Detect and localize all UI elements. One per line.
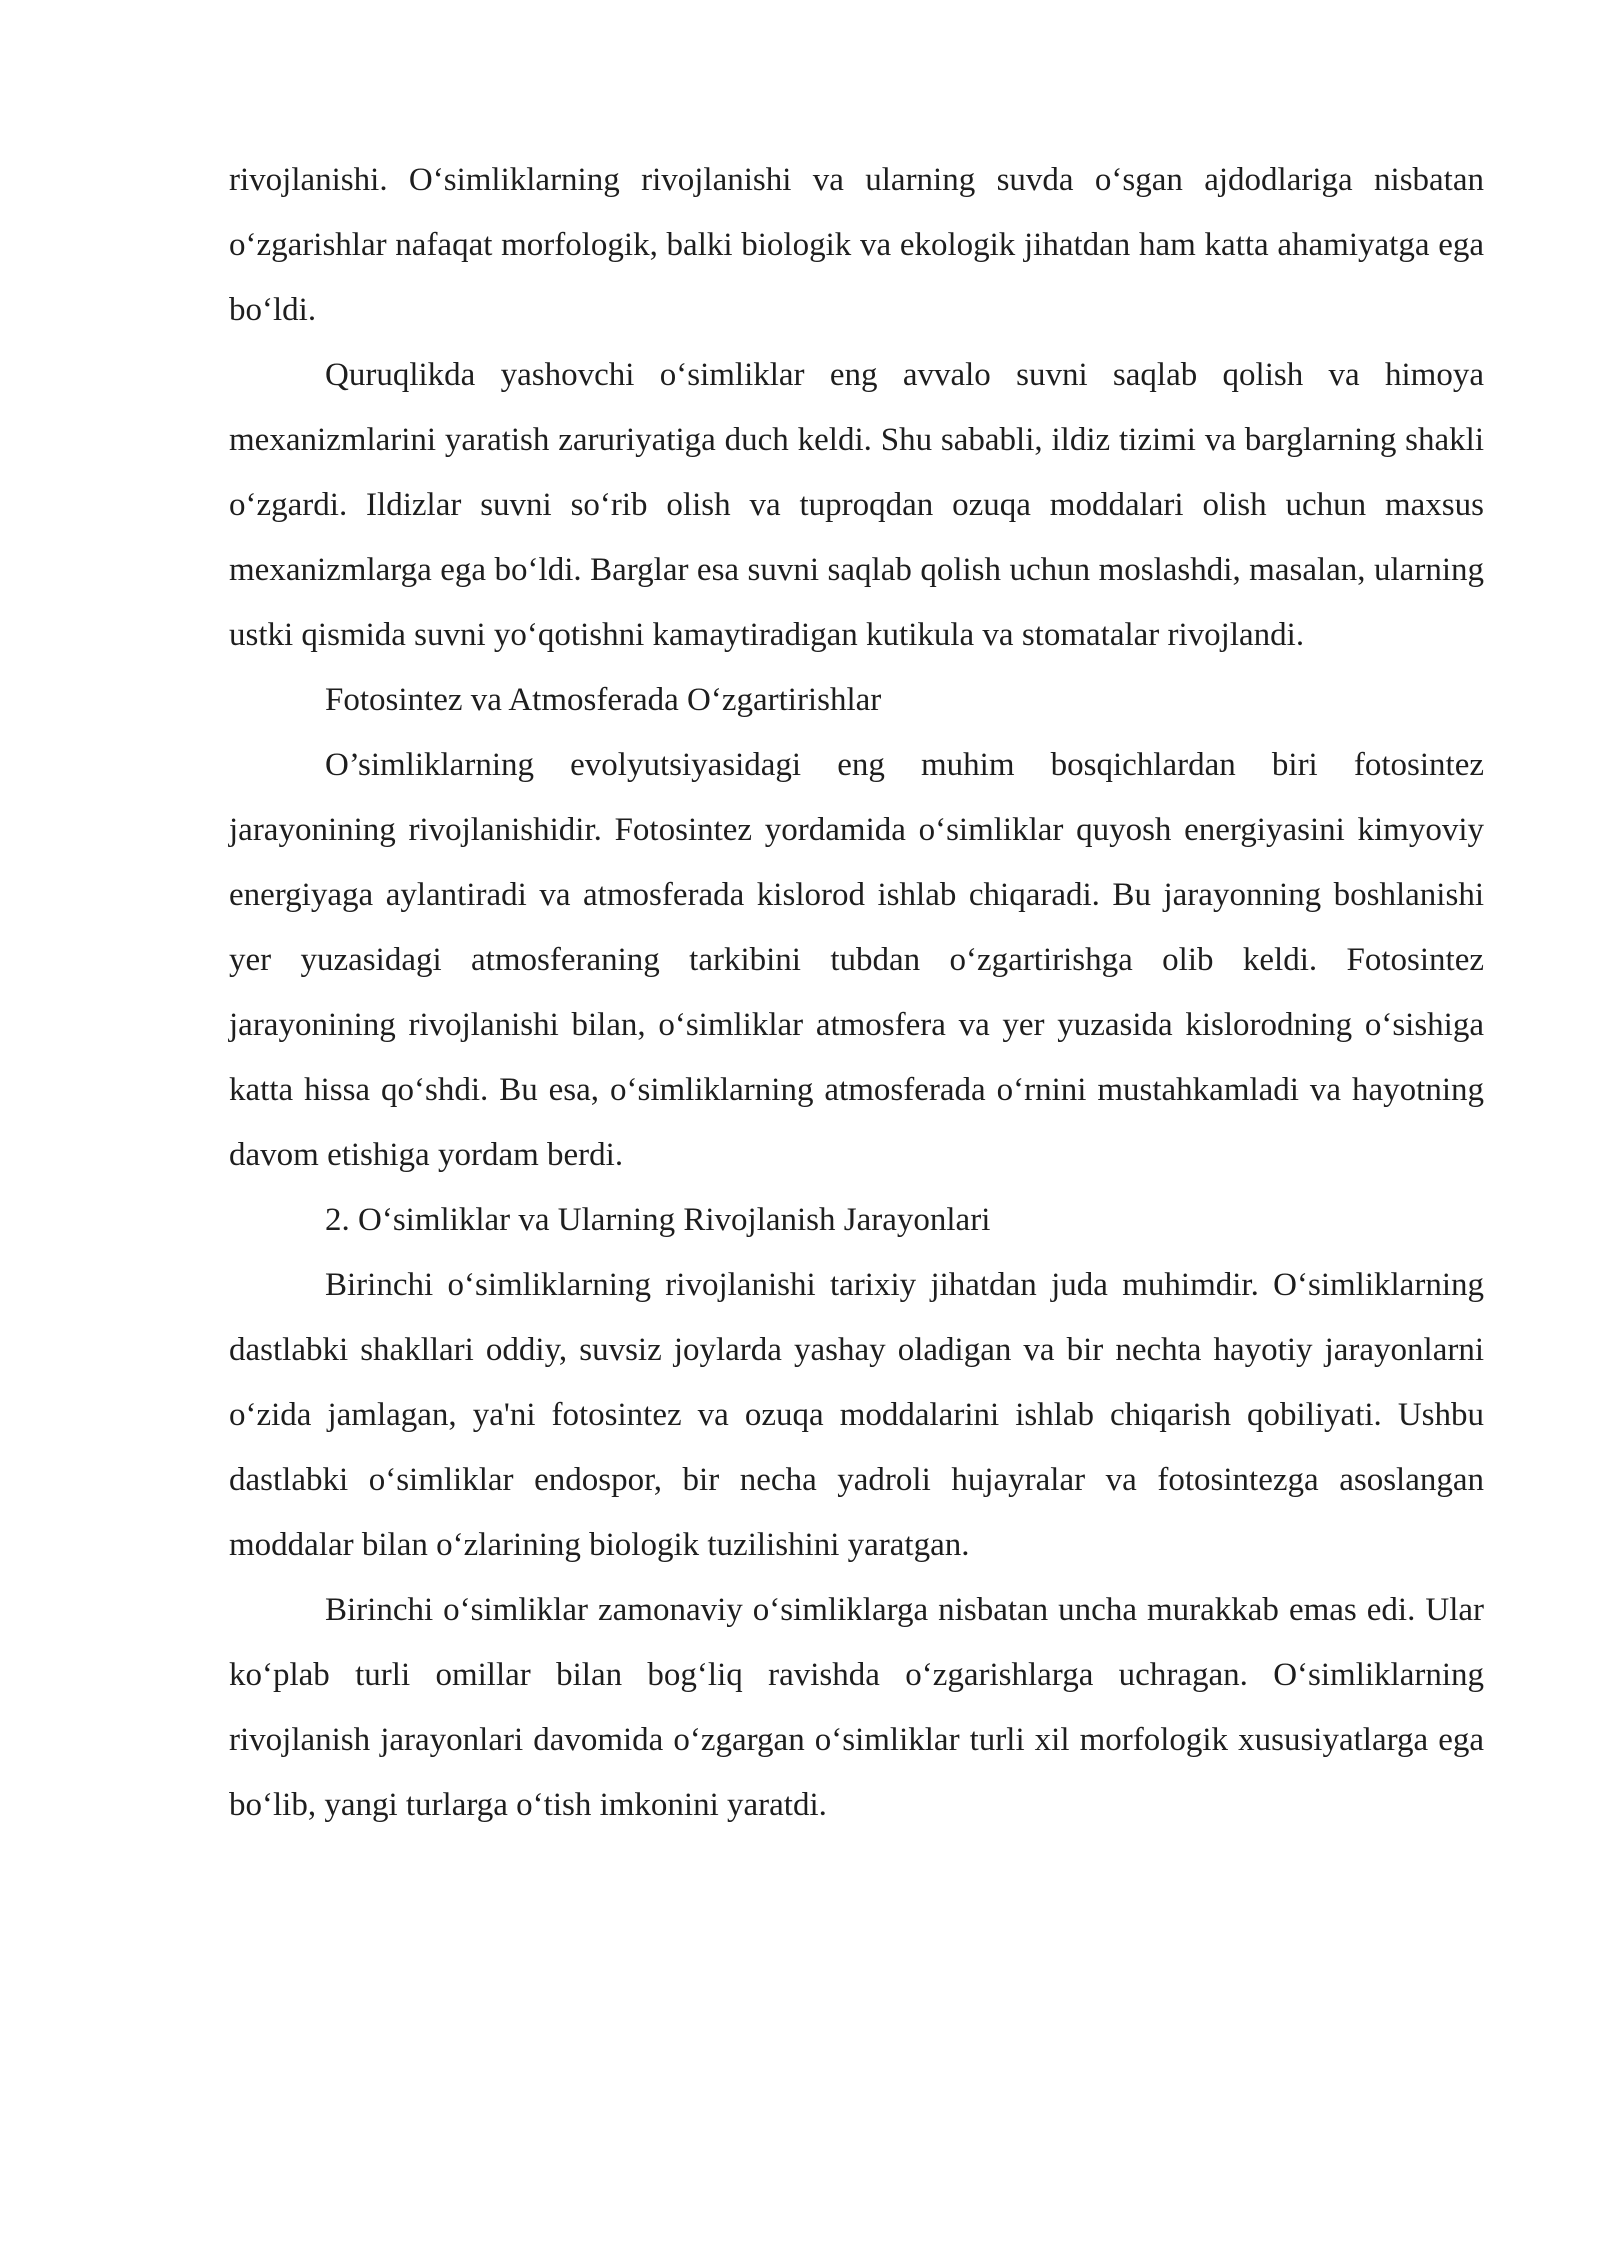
paragraph-continuation: rivojlanishi. O‘simliklarning rivojlanishi va ularning suvda o‘sgan ajdodlariga nisbatan o‘zgarishlar nafaqat morfologik, balki biologik va ekologik jihatdan ham katta ahamiyatga ega bo‘ldi. (229, 162, 1484, 328)
paragraph-fotosintez: O’simliklarning evolyutsiyasidagi eng muhim bosqichlardan biri fotosintez jarayonining rivojlanishidir. Fotosintez yordamida o‘simliklar quyosh energiyasini kimyoviy energiyaga aylantiradi va atmosferada kislorod ishlab chiqaradi. Bu jarayonning boshlanishi yer yuzasidagi atmosferaning tarkibini tubdan o‘zgartirishga olib keldi. Fotosintez jarayonining rivojlanishi bilan, o‘simliklar atmosfera va yer yuzasida kislorodning o‘sishiga katta hissa qo‘shdi. Bu esa, o‘simliklarning atmosferada o‘rnini mustahkamladi va hayotning davom etishiga yordam berdi. (229, 747, 1484, 1173)
section-heading-fotosintez: Fotosintez va Atmosferada O‘zgartirishlar (325, 682, 882, 718)
paragraph-birinchi-rivojlanishi: Birinchi o‘simliklarning rivojlanishi tarixiy jihatdan juda muhimdir. O‘simliklarning dastlabki shakllari oddiy, suvsiz joylarda yashay oladigan va bir nechta hayotiy jarayonlarni o‘zida jamlagan, ya'ni fotosintez va ozuqa moddalarini ishlab chiqarish qobiliyati. Ushbu dastlabki o‘simliklar endospor, bir necha yadroli hujayralar va fotosintezga asoslangan moddalar bilan o‘zlarining biologik tuzilishini yaratgan. (229, 1267, 1484, 1563)
paragraph-birinchi-zamonaviy: Birinchi o‘simliklar zamonaviy o‘simliklarga nisbatan uncha murakkab emas edi. Ular ko‘plab turli omillar bilan bog‘liq ravishda o‘zgarishlarga uchragan. O‘simliklarning rivojlanish jarayonlari davomida o‘zgargan o‘simliklar turli xil morfologik xususiyatlarga ega bo‘lib, yangi turlarga o‘tish imkonini yaratdi. (229, 1592, 1484, 1823)
section-heading-rivojlanish: 2. O‘simliklar va Ularning Rivojlanish Jarayonlari (325, 1202, 991, 1238)
paragraph-quruqlikda: Quruqlikda yashovchi o‘simliklar eng avvalo suvni saqlab qolish va himoya mexanizmlarini yaratish zaruriyatiga duch keldi. Shu sababli, ildiz tizimi va barglarning shakli o‘zgardi. Ildizlar suvni so‘rib olish va tuproqdan ozuqa moddalari olish uchun maxsus mexanizmlarga ega bo‘ldi. Barglar esa suvni saqlab qolish uchun moslashdi, masalan, ularning ustki qismida suvni yo‘qotishni kamaytiradigan kutikula va stomatalar rivojlandi. (229, 357, 1484, 653)
document-page (229, 148, 1484, 1838)
